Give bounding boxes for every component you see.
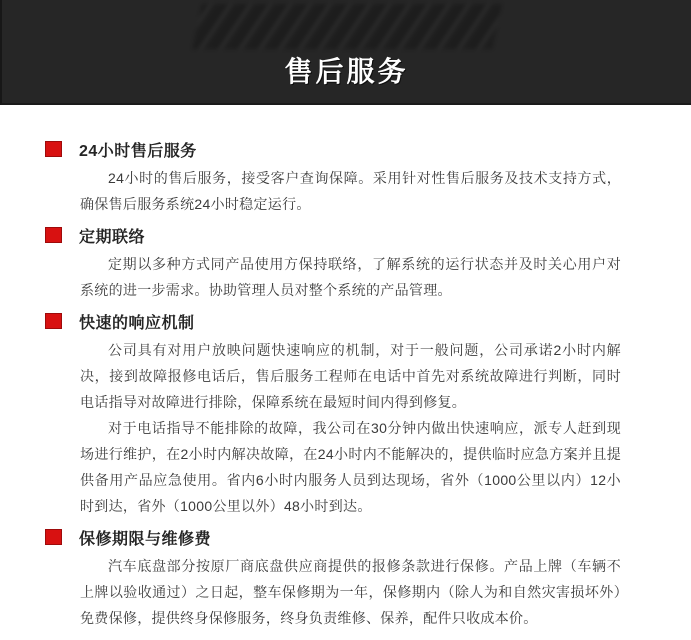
section-heading-row: [45, 222, 646, 248]
red-square-bullet-icon: [45, 529, 62, 545]
service-sections: [0, 105, 691, 631]
section-paragraph: 对于电话指导不能排除的故障，我公司在30分钟内做出快速响应，派专人赶到现场进行维护，在2小时内解决故障，在24小时内不能解决的，提供临时应急方案并且提供备用产品应急使用。省内6小时内服务人员到达现场，省外（1000公里以内）12小时到达，省外（1000公里以外）48小时到达。: [80, 420, 621, 514]
section-heading: 定期联络: [79, 228, 146, 246]
page-title: 售后服务: [284, 56, 409, 87]
red-square-bullet-icon: [45, 141, 62, 157]
section-heading: 24小时售后服务: [79, 142, 197, 160]
section-body: [80, 337, 621, 519]
section-heading: 快速的响应机制: [79, 314, 195, 332]
red-square-bullet-icon: [45, 313, 62, 329]
section-heading-row: [45, 136, 646, 162]
banner: [0, 0, 691, 105]
section-paragraph: 公司具有对用户放映问题快速响应的机制，对于一般问题，公司承诺2小时内解决，接到故障报修电话后，售后服务工程师在电话中首先对系统故障进行判断，同时电话指导对故障进行排除，保障系统在最短时间内得到修复。: [80, 342, 621, 410]
section-body: [80, 553, 621, 631]
section-body: [80, 251, 621, 303]
service-section: [45, 308, 646, 519]
service-section: [45, 136, 646, 217]
section-heading: 保修期限与维修费: [79, 530, 212, 548]
section-heading-row: [45, 308, 646, 334]
section-body: [80, 165, 621, 217]
section-paragraph: 24小时的售后服务，接受客户查询保障。采用针对性售后服务及技术支持方式，确保售后服务系统24小时稳定运行。: [80, 170, 621, 212]
service-section: [45, 222, 646, 303]
section-heading-row: [45, 524, 646, 550]
red-square-bullet-icon: [45, 227, 62, 243]
banner-watermark: [192, 4, 502, 49]
section-paragraph: 定期以多种方式同产品使用方保持联络，了解系统的运行状态并及时关心用户对系统的进一步需求。协助管理人员对整个系统的产品管理。: [80, 256, 621, 298]
service-section: [45, 524, 646, 631]
section-paragraph: 汽车底盘部分按原厂商底盘供应商提供的报修条款进行保修。产品上牌（车辆不上牌以验收通过）之日起，整车保修期为一年，保修期内（除人为和自然灾害损坏外）免费保修，提供终身保修服务，终身负责维修、保养，配件只收成本价。: [80, 558, 621, 626]
